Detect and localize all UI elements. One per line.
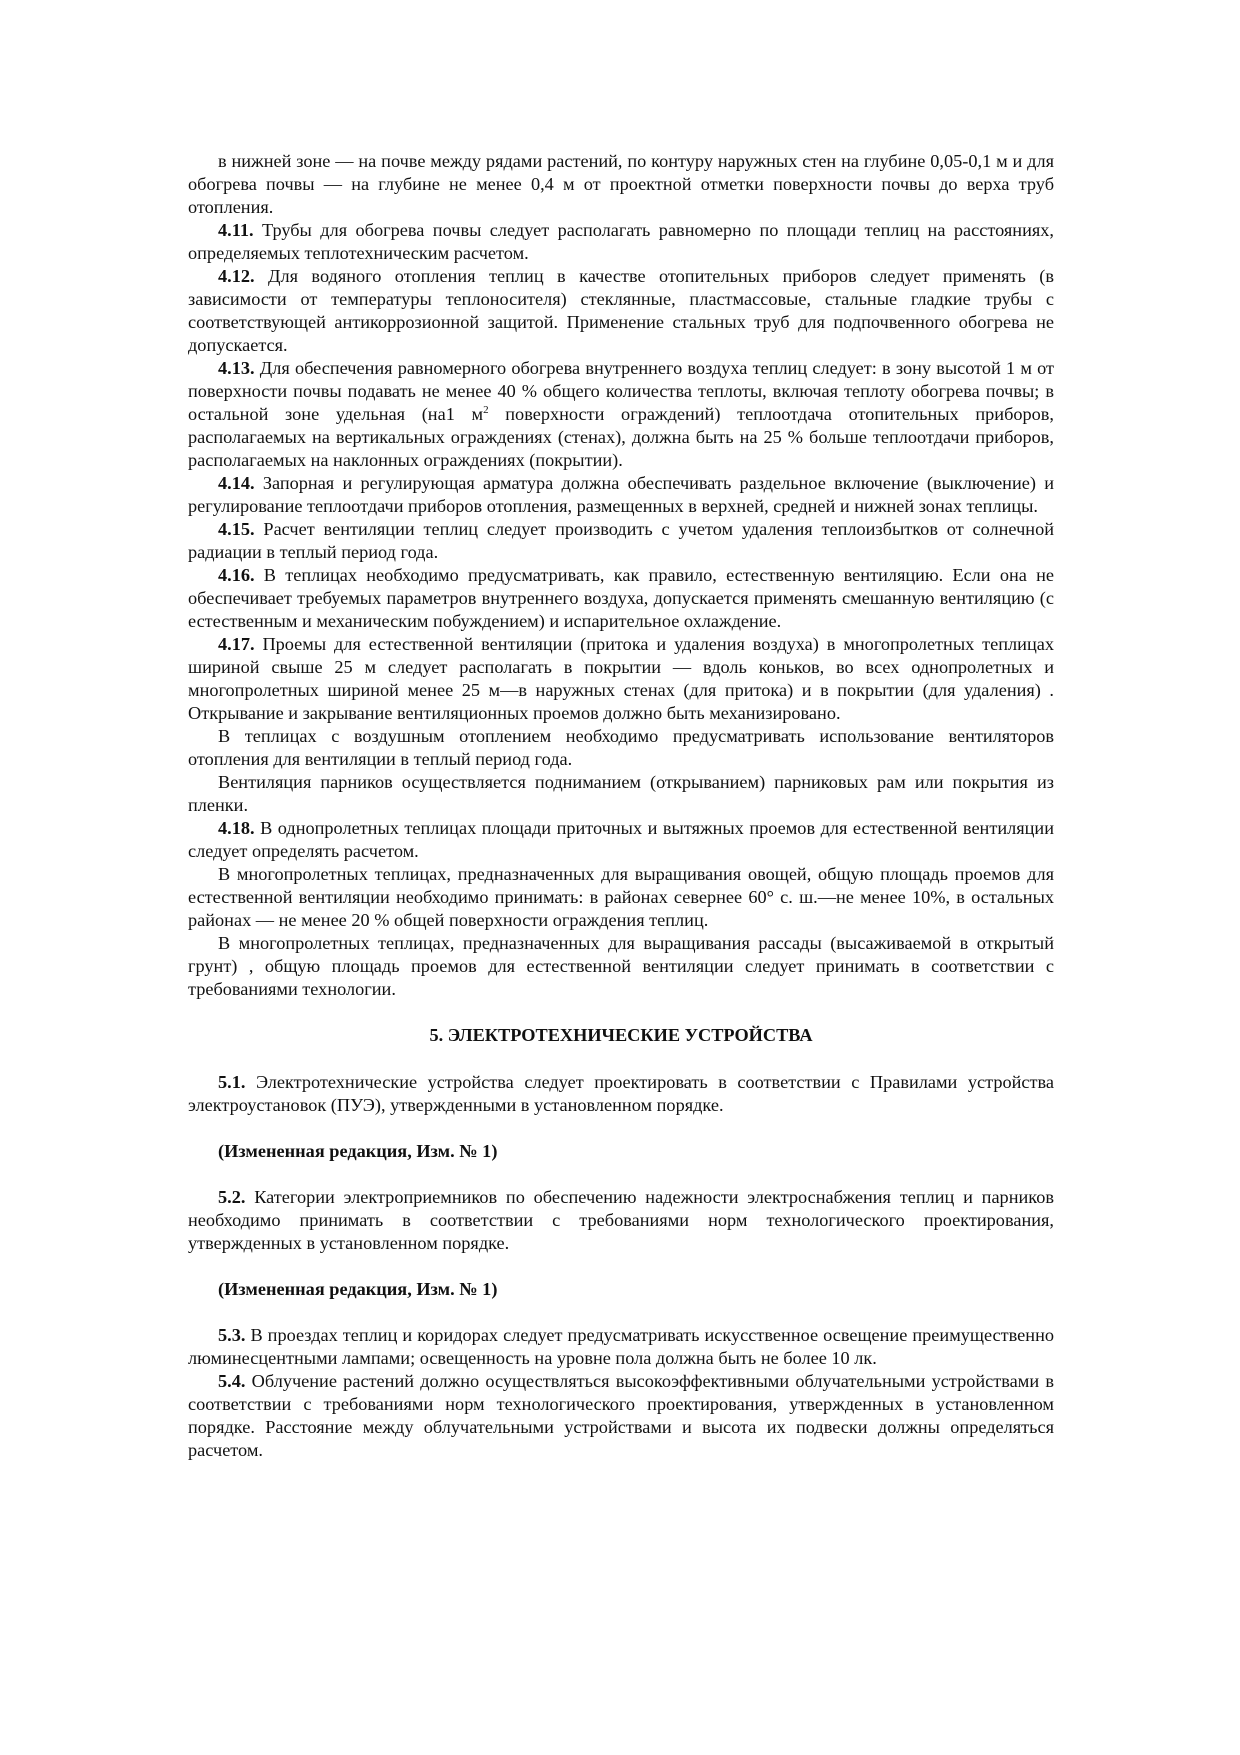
spacer: [188, 1301, 1054, 1324]
clause-text: В теплицах необходимо предусматривать, как правило, естественную вентиляцию. Если она не обеспечивает требуемых параметров внутреннего воздуха, допускается применять смешанную вентиляцию (с естественным и механическим побуждением) и испарительное охлаждение.: [188, 565, 1054, 631]
clause-text: Категории электроприемников по обеспечению надежности электроснабжения теплиц и парников необходимо принимать в соответствии с требованиями норм технологического проектирования, утвержденных в установленном порядке.: [188, 1187, 1054, 1253]
clause-text: В проездах теплиц и коридорах следует предусматривать искусственное освещение преимущественно люминесцентными лампами; освещенность на уровне пола должна быть не более 10 лк.: [188, 1325, 1054, 1368]
section-heading: 5. ЭЛЕКТРОТЕХНИЧЕСКИЕ УСТРОЙСТВА: [429, 1025, 813, 1045]
clause-text: Трубы для обогрева почвы следует располагать равномерно по площади теплиц на расстояниях, определяемых теплотехническим расчетом.: [188, 220, 1054, 263]
clause-number: 4.16.: [218, 565, 255, 585]
spacer: [188, 1117, 1054, 1140]
clause-number: 4.18.: [218, 818, 255, 838]
paragraph-4-15: [188, 518, 1054, 564]
clause-number: 4.12.: [218, 266, 255, 286]
clause-text: Для водяного отопления теплиц в качестве отопительных приборов следует применять (в зависимости от температуры теплоносителя) стеклянные, пластмассовые, стальные гладкие трубы с соответствующей антикоррозионной защитой. Применение стальных труб для подпочвенного обогрева не допускается.: [188, 266, 1054, 355]
clause-number: 5.4.: [218, 1371, 246, 1391]
document-body: [188, 150, 1054, 1462]
paragraph-5-1: [188, 1071, 1054, 1117]
paragraph-4-11: [188, 219, 1054, 265]
spacer: [188, 1255, 1054, 1278]
clause-text: Для обеспечения равномерного обогрева внутреннего воздуха теплиц следует: в зону высотой 1 м от поверхности почвы подавать не менее 40 % общего количества теплоты, включая теплоту обогрева почвы; в остальной зоне удельная (на1 м: [188, 358, 1054, 424]
spacer: [188, 1163, 1054, 1186]
clause-number: 4.11.: [218, 220, 254, 240]
paragraph-4-18-c: В многопролетных теплицах, предназначенных для выращивания рассады (высаживаемой в открытый грунт) , общую площадь проемов для естественной вентиляции следует принимать в соответствии с требованиями технологии.: [188, 933, 1054, 999]
clause-number: 4.14.: [218, 473, 255, 493]
clause-number: 4.17.: [218, 634, 255, 654]
paragraph-4-14: [188, 472, 1054, 518]
paragraph-5-3: [188, 1324, 1054, 1370]
paragraph-4-16: [188, 564, 1054, 633]
clause-text: Электротехнические устройства следует проектировать в соответствии с Правилами устройства электроустановок (ПУЭ), утвержденными в установленном порядке.: [188, 1072, 1054, 1115]
paragraph-4-17-b: В теплицах с воздушным отоплением необходимо предусматривать использование вентиляторов отопления для вентиляции в теплый период года.: [188, 726, 1054, 769]
paragraph-4-13: [188, 357, 1054, 472]
clause-text: Проемы для естественной вентиляции (притока и удаления воздуха) в многопролетных теплицах шириной свыше 25 м следует располагать в покрытии — вдоль коньков, во всех однопролетных и многопролетных шириной менее 25 м—в наружных стенах (для притока) и в покрытии (для удаления) . Открывание и закрывание вентиляционных проемов должно быть механизировано.: [188, 634, 1054, 723]
paragraph-4-17: [188, 633, 1054, 725]
clause-number: 5.1.: [218, 1072, 246, 1092]
amendment-note: (Измененная редакция, Изм. № 1): [218, 1279, 498, 1299]
clause-text: В однопролетных теплицах площади приточных и вытяжных проемов для естественной вентиляции следует определять расчетом.: [188, 818, 1054, 861]
clause-text: Расчет вентиляции теплиц следует производить с учетом удаления теплоизбытков от солнечной радиации в теплый период года.: [188, 519, 1054, 562]
paragraph-5-2: [188, 1186, 1054, 1255]
paragraph-intro: в нижней зоне — на почве между рядами растений, по контуру наружных стен на глубине 0,05-0,1 м и для обогрева почвы — на глубине не менее 0,4 м от проектной отметки поверхности почвы до верха труб отопления.: [188, 151, 1054, 217]
clause-number: 5.3.: [218, 1325, 246, 1345]
paragraph-4-17-c: Вентиляция парников осуществляется подниманием (открыванием) парниковых рам или покрытия из пленки.: [188, 772, 1054, 815]
clause-text: Облучение растений должно осуществляться высокоэффективными облучательными устройствами в соответствии с требованиями норм технологического проектирования, утвержденных в установленном порядке. Расстояние между облучательными устройствами и высота их подвески должны определяться расчетом.: [188, 1371, 1054, 1460]
clause-text: поверхности ограждений) теплоотдача отопительных приборов, располагаемых на вертикальных ограждениях (стенах), должна быть на 25 % больше теплоотдачи приборов, располагаемых на наклонных ограждениях (покрытии).: [188, 404, 1054, 470]
superscript: 2: [483, 404, 489, 416]
clause-number: 4.13.: [218, 358, 255, 378]
clause-text: Запорная и регулирующая арматура должна обеспечивать раздельное включение (выключение) и регулирование теплоотдачи приборов отопления, размещенных в верхней, средней и нижней зонах теплицы.: [188, 473, 1054, 516]
paragraph-4-12: [188, 265, 1054, 357]
clause-number: 4.15.: [218, 519, 255, 539]
paragraph-4-18: [188, 817, 1054, 863]
paragraph-4-18-b: В многопролетных теплицах, предназначенных для выращивания овощей, общую площадь проемов для естественной вентиляции необходимо принимать: в районах севернее 60° с. ш.—не менее 10%, в остальных районах — не менее 20 % общей поверхности ограждения теплиц.: [188, 864, 1054, 930]
clause-number: 5.2.: [218, 1187, 246, 1207]
amendment-note: (Измененная редакция, Изм. № 1): [218, 1141, 498, 1161]
paragraph-5-4: [188, 1370, 1054, 1462]
